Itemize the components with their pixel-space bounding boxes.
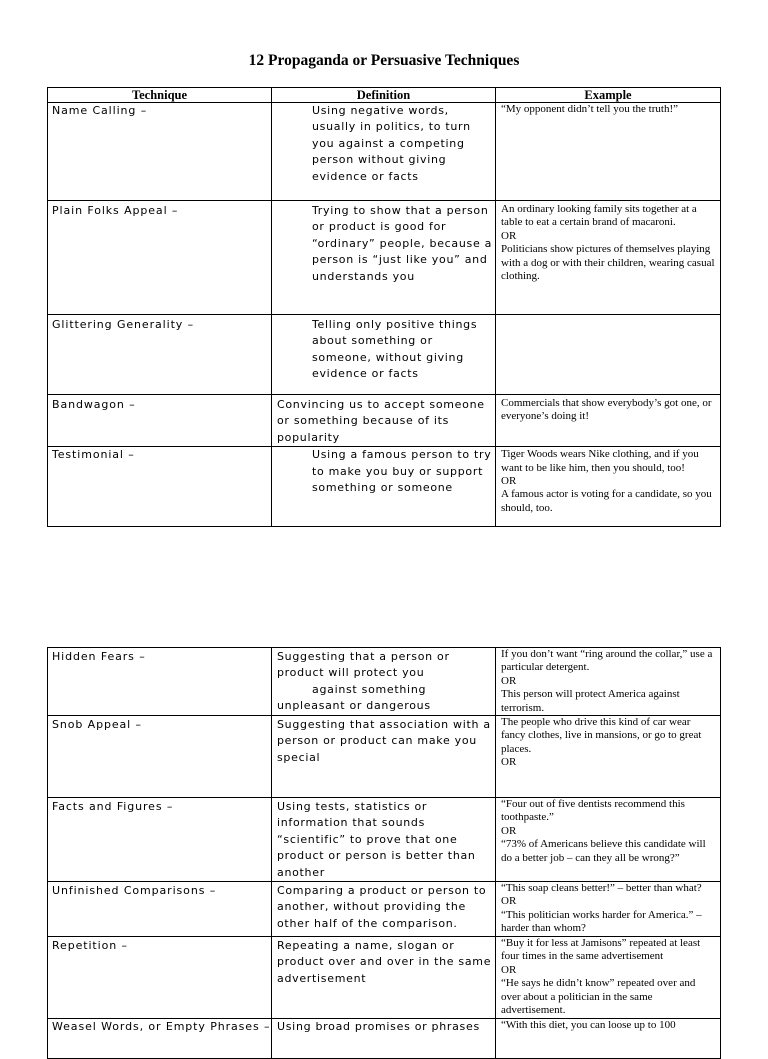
- definition-line: Suggesting that a person or product will protect you: [277, 650, 450, 680]
- techniques-table-top: [47, 87, 721, 527]
- techniques-table-bottom: [47, 647, 721, 1059]
- example-line: “73% of Americans believe this candidate will do a better job – can they all be wrong?”: [501, 838, 706, 864]
- table-row: [48, 798, 721, 882]
- technique-definition: Using tests, statistics or information that sounds “scientific” to prove that one product or person is better than another: [277, 800, 476, 879]
- technique-definition: Suggesting that association with a person or product can make you special: [277, 718, 491, 764]
- technique-definition: Comparing a product or person to another, without providing the other half of the comparison.: [277, 884, 487, 930]
- example-line: “This soap cleans better!” – better than what?: [501, 882, 702, 895]
- technique-example: [496, 882, 720, 936]
- technique-definition: Using negative words, usually in politics, to turn you against a competing person without giving evidence or facts: [312, 104, 471, 183]
- technique-name: Unfinished Comparisons –: [52, 884, 217, 898]
- technique-name: Repetition –: [52, 939, 128, 953]
- example-line: OR: [501, 229, 517, 242]
- example-line: OR: [501, 674, 517, 687]
- example-line: An ordinary looking family sits together at a table to eat a certain brand of macaroni.: [501, 203, 697, 229]
- example-line: “This politician works harder for America.” – harder than whom?: [501, 908, 702, 935]
- technique-name: Weasel Words, or Empty Phrases –: [52, 1020, 271, 1034]
- technique-name: Facts and Figures –: [52, 800, 174, 814]
- table-row: [48, 395, 721, 447]
- example-line: “With this diet, you can loose up to 100: [501, 1019, 676, 1032]
- example-line: Politicians show pictures of themselves playing with a dog or with their children, wearing casual clothing.: [501, 243, 715, 283]
- technique-example: [496, 103, 720, 116]
- technique-name: Hidden Fears –: [52, 650, 146, 663]
- example-line: This person will protect America against terrorism.: [501, 688, 680, 714]
- table-row: [48, 648, 721, 716]
- header-example: Example: [496, 88, 721, 103]
- example-line: OR: [501, 756, 517, 769]
- table-row: [48, 315, 721, 395]
- example-line: “Four out of five dentists recommend this toothpaste.”: [501, 798, 685, 824]
- technique-definition: Using broad promises or phrases: [277, 1020, 480, 1034]
- technique-definition: Telling only positive things about something or someone, without giving evidence or facts: [312, 318, 478, 381]
- table-row: [48, 201, 721, 315]
- technique-name: Plain Folks Appeal –: [52, 204, 179, 217]
- example-line: “My opponent didn’t tell you the truth!”: [501, 103, 678, 115]
- example-line: Tiger Woods wears Nike clothing, and if you want to be like him, then you should, too!: [501, 448, 699, 474]
- technique-name: Bandwagon –: [52, 398, 136, 411]
- technique-name: Testimonial –: [52, 448, 135, 462]
- technique-example: [496, 648, 720, 715]
- example-line: OR: [501, 475, 517, 488]
- example-line: A famous actor is voting for a candidate, so you should, too.: [501, 488, 712, 514]
- technique-example: [496, 798, 720, 865]
- technique-definition: [272, 648, 495, 715]
- technique-example: [496, 937, 720, 1017]
- technique-example: [496, 447, 720, 515]
- technique-name: Name Calling –: [52, 104, 148, 117]
- example-line: “He says he didn’t know” repeated over and over about a politician in the same advertisement.: [501, 977, 696, 1017]
- header-technique: Technique: [48, 88, 272, 103]
- table-row: [48, 882, 721, 937]
- example-line: The people who drive this kind of car wear fancy clothes, live in mansions, or go to great places.: [501, 716, 702, 755]
- example-line: Commercials that show everybody’s got one, or everyone’s doing it!: [501, 397, 712, 423]
- example-line: If you don’t want “ring around the collar,” use a particular detergent.: [501, 648, 713, 674]
- table-row: [48, 103, 721, 201]
- table-row: [48, 447, 721, 527]
- example-line: OR: [501, 895, 517, 908]
- technique-example: [496, 716, 720, 770]
- technique-definition: Using a famous person to try to make you buy or support something or someone: [312, 448, 492, 495]
- example-line: OR: [501, 824, 517, 837]
- technique-name: Glittering Generality –: [52, 318, 194, 331]
- technique-example: [496, 395, 720, 424]
- technique-example: [496, 201, 720, 283]
- technique-definition: Trying to show that a person or product is good for “ordinary” people, because a person is “just like you” and understands you: [312, 204, 493, 283]
- header-definition: Definition: [272, 88, 496, 103]
- definition-line: unpleasant or dangerous: [277, 699, 431, 713]
- table-row: [48, 937, 721, 1019]
- example-line: “Buy it for less at Jamisons” repeated at least four times in the same advertisement: [501, 937, 701, 963]
- table-row: [48, 1019, 721, 1059]
- table-row: [48, 716, 721, 798]
- technique-example: [496, 1019, 720, 1032]
- technique-definition: Repeating a name, slogan or product over and over in the same advertisement: [277, 939, 492, 985]
- example-line: OR: [501, 963, 517, 976]
- table-header-row: [48, 88, 721, 103]
- definition-line: against something: [312, 682, 427, 696]
- page-title: 12 Propaganda or Persuasive Techniques: [248, 52, 520, 69]
- technique-definition: Convincing us to accept someone or something because of its popularity: [277, 398, 485, 444]
- technique-name: Snob Appeal –: [52, 718, 142, 732]
